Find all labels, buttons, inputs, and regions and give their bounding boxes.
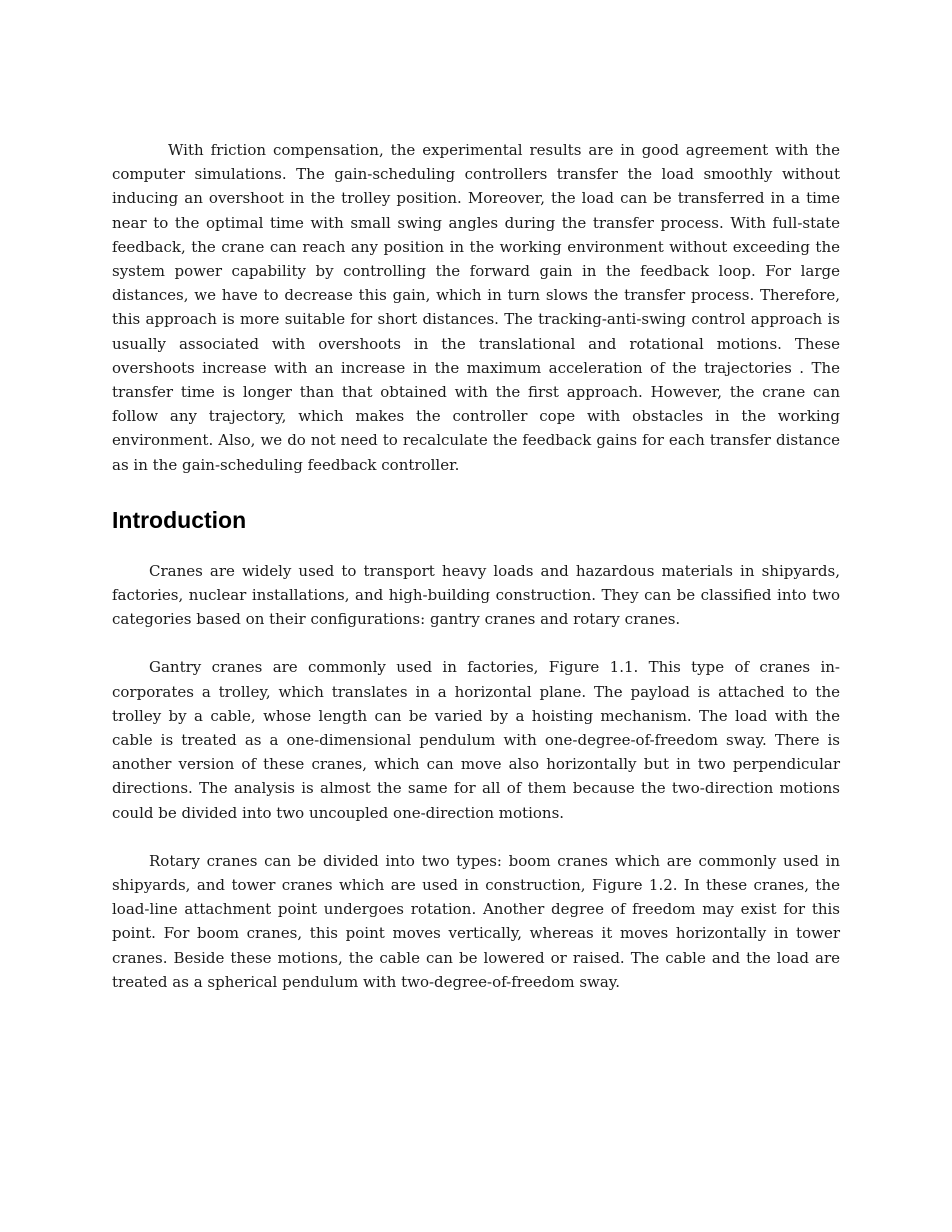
intro-paragraph-gantry-cranes: Gantry cranes are commonly used in factories, Figure 1.1. This type of cranes in-corporates a trolley, which translates in a horizontal plane. The payload is attached to the trolley by a cable, whose length can be varied by a hoisting mechanism. The load with the cable is treated as a one-dimensional pendulum with one-degree-of-freedom sway. There is another version of these cranes, which can move also horizontally but in two perpendicular directions. The analysis is almost the same for all of them because the two-direction motions could be divided into two uncoupled one-direction motions. (112, 658, 840, 822)
paragraph-spacer (112, 825, 840, 849)
intro-paragraph-cranes-overview: Cranes are widely used to transport heavy loads and hazardous materials in shipyards, factories, nuclear installations, and high-building construction. They can be classified into two categories based on their configurations: gantry cranes and rotary cranes. (112, 561, 840, 629)
document-page (112, 138, 840, 994)
section-heading-introduction: Introduction (112, 506, 247, 533)
intro-paragraph-rotary-cranes: Rotary cranes can be divided into two types: boom cranes which are commonly used in shipyards, and tower cranes which are used in construction, Figure 1.2. In these cranes, the load-line attachment point undergoes rotation. Another degree of freedom may exist for this point. For boom cranes, this point moves vertically, whereas it moves horizontally in tower cranes. Beside these motions, the cable can be lowered or raised. The cable and the load are treated as a spherical pendulum with two-degree-of-freedom sway. (112, 851, 840, 991)
paragraph-spacer (112, 631, 840, 655)
abstract-paragraph: With friction compensation, the experimental results are in good agreement with the computer simulations. The gain-scheduling controllers transfer the load smoothly without inducing an overshoot in the trolley position. Moreover, the load can be transferred in a time near to the optimal time with small swing angles during the transfer process. With full-state feedback, the crane can reach any position in the working environment without exceeding the system power capability by controlling the forward gain in the feedback loop. For large distances, we have to decrease this gain, which in turn slows the transfer process. Therefore, this approach is more suitable for short distances. The tracking-anti-swing control approach is usually associated with overshoots in the translational and rotational motions. These overshoots increase with an increase in the maximum acceleration of the trajectories . The transfer time is longer than that obtained with the first approach. However, the crane can follow any trajectory, which makes the controller cope with obstacles in the working environment. Also, we do not need to recalculate the feedback gains for each transfer distance as in the gain-scheduling feedback controller. (112, 141, 840, 474)
